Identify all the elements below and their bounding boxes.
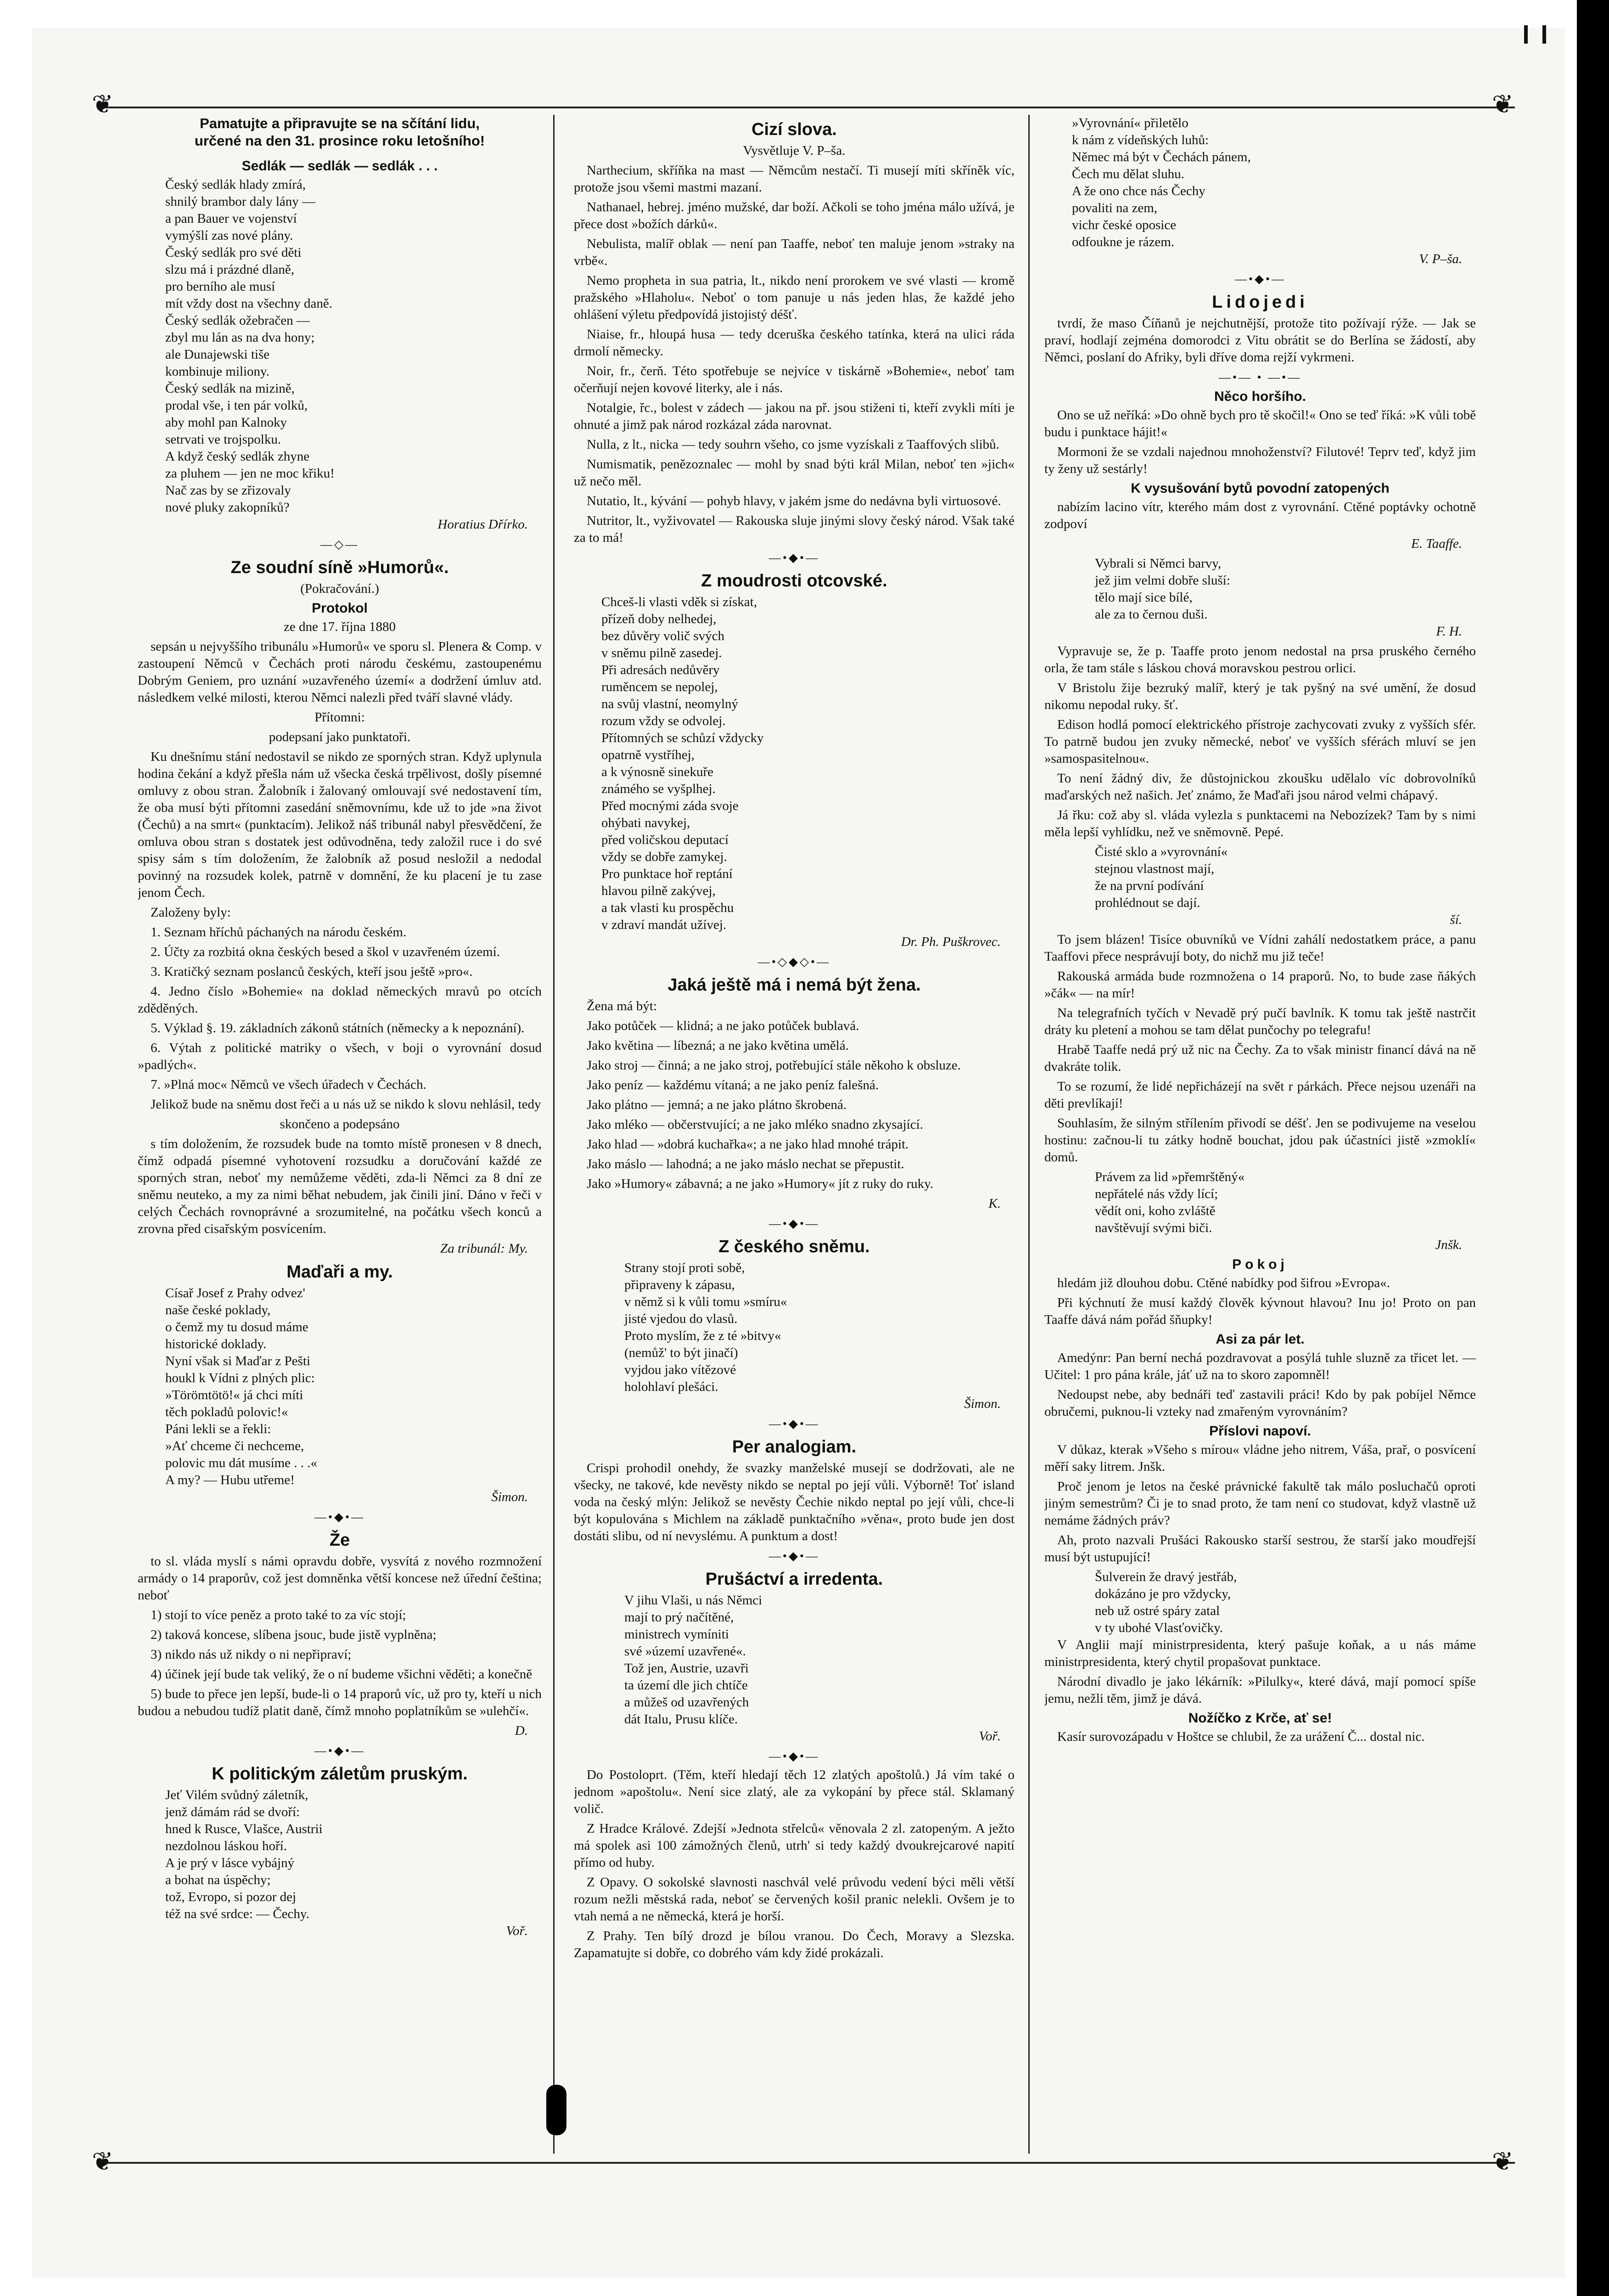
list-item: Jako peníz — každému vítaná; a ne jako peníz falešná.	[587, 1078, 879, 1092]
list-item: 5. Výklad §. 19. základních zákonů státních (německy a k nepoznání).	[151, 1021, 525, 1035]
paragraph: s tím doložením, že rozsudek bude na tomto místě pronesen v 8 dnech, čímž odpadá písemné vyhotovení rozsudku a doručování každé ze sporných stran, neboť my nemůžeme věděti, zda-li Němci za 8 dní ze sněmu neuteko, a my za nimi běhat nebudem, jak činili jiní. Dáno v řeči v celých Čechách rovnoprávné a srozumitelné, na počátku všech konců a zrovna před cisařským posvícením.	[138, 1137, 542, 1236]
list-item: 4) účinek její bude tak veliký, že o ní budeme všichni věděti; a konečně	[151, 1667, 533, 1682]
divider-ornament: —◇—	[320, 538, 359, 551]
paragraph: Z Prahy. Ten bílý drozd je bílou vranou. Do Čech, Moravy a Slezska. Zapamatujte si dobře, co dobrého vám kdy židé prokázali.	[574, 1929, 1015, 1960]
signature: E. Taaffe.	[1411, 536, 1462, 551]
subtitle: (Pokračování.)	[300, 581, 379, 596]
list-item: Jako máslo — lahodná; a ne jako máslo nechat se přepustit.	[587, 1157, 904, 1171]
paragraph: To není žádný div, že důstojnickou zkoušku udělalo víc dobrovolníků maďarských než našich. Jeť známo, že Maďaři jsou národ velmi chápavý.	[1044, 771, 1476, 803]
paragraph: Jelikož bude na sněmu dost řeči a u nás už se nikdo k slovu nehlásil, tedy	[151, 1097, 541, 1112]
divider-ornament: —•◆•—	[768, 1750, 820, 1763]
section-title: Nožíčko z Krče, ať se!	[1188, 1711, 1332, 1726]
paragraph: Vypravuje se, že p. Taaffe proto jenom nedostal na prsa pruského černého orla, že tam stále s láskou chová moravskou pestrou orlici.	[1044, 644, 1476, 675]
paragraph: Noir, fr., čerň. Této spotřebuje se nejvíce v tiskárně »Bohemie«, neboť tam očerňují nejen kovové literky, ale i nás.	[574, 364, 1015, 395]
signature: Horatius Dřírko.	[437, 517, 528, 532]
column-divider	[553, 115, 555, 2154]
poem: Šulverein že dravý jestřáb, dokázáno je pro vždycky, neb už ostré spáry zatal v ty ubohé Vlasťovičky.	[1095, 1570, 1237, 1635]
signature: ší.	[1450, 912, 1462, 927]
ink-blot	[546, 2085, 566, 2135]
column-middle	[574, 115, 1015, 2154]
article-title: K politickým záletům pruským.	[212, 1764, 468, 1784]
paragraph: Nebulista, malíř oblak — není pan Taaffe, neboť ten maluje jenom »straky na vrbě«.	[574, 236, 1015, 268]
divider-ornament: —•◆•—	[1234, 272, 1286, 286]
column-right	[1044, 115, 1476, 2154]
paragraph: Souhlasím, že silným střílením přivodí se déšť. Jen se podivujeme na veselou hostinu: začnou-li tu zátky hodně bouchat, jdou pak účastníci jistě »zmoklí« domů.	[1044, 1116, 1476, 1165]
paragraph: podepsaní jako punktatoři.	[269, 730, 411, 744]
divider-ornament: —•— • —•—	[1218, 371, 1302, 384]
paragraph: Nutritor, lt., vyživovatel — Rakouska sluje jinými slovy český národ. Však také za to má!	[574, 513, 1015, 545]
paragraph: Nutatio, lt., kývání — pohyb hlavy, v jakém jsme do nedávna byli virtuosové.	[587, 494, 1001, 508]
paragraph: Já řku: což aby sl. vláda vylezla s punktacemi na Nebozízek? Tam by s nimi měla lepší vyhlídku, než ve sněmovně. Pepé.	[1044, 808, 1476, 839]
signature: Jnšk.	[1435, 1238, 1462, 1252]
paragraph: Nemo propheta in sua patria, lt., nikdo není prorokem ve své vlasti — kromě pražského »Hlaholu«. Neboť o tom panuje u nás jeden hlas, že každé jeho ohlášení výletu předpovídá jistojistý déšť.	[574, 273, 1015, 322]
paragraph: V Anglii mají ministrpresidenta, který pašuje koňak, a u nás máme ministrpresidenta, který chytil propašovat punktace.	[1044, 1638, 1476, 1669]
divider-ornament: —•◆•—	[768, 1217, 820, 1230]
list-item: 3. Kratičký seznam poslanců českých, kteří jsou ještě »pro«.	[151, 964, 473, 979]
list-item: Jako stroj — činná; a ne jako stroj, potřebující stále někoho k obsluze.	[587, 1058, 961, 1073]
paragraph: tvrdí, že maso Číňanů je nejchutnější, protože tito požívají rýže. — Jak se praví, hodlají zejména domorodci z Vitu obrátit se do Berlína se žádostí, aby Němci, poslaní do Afriky, byli dříve doma rejží vykrmeni.	[1044, 316, 1476, 365]
signature: Voř.	[506, 1924, 528, 1938]
poem: »Vyrovnání« přiletělo k nám z vídeňských luhů: Němec má být v Čechách pánem, Čech mu dělat sluhu. A že ono chce nás Čechy povaliti na zem, vichr české oposice odfoukne je rázem.	[1072, 116, 1251, 249]
paragraph: Edison hodlá pomocí elektrického přístroje zachycovati zvuky z vyšších sfér. To patrně budou jen zvuky německé, neboť ve vyšších sférách mluví se jen »samospasitelnou«.	[1044, 717, 1476, 766]
corner-ornament-icon: ❦	[92, 90, 113, 119]
paragraph: Mormoni že se vzdali najednou mnohoženství? Filutové! Teprv teď, když jim ty ženy už sestárly!	[1044, 445, 1476, 476]
article-title: Cizí slova.	[751, 120, 837, 139]
signature: F. H.	[1436, 624, 1462, 639]
list-item: Jako květina — líbezná; a ne jako květina umělá.	[587, 1038, 849, 1053]
section-title: Asi za pár let.	[1216, 1332, 1305, 1347]
section-title: K vysušování bytů povodní zatopených	[1131, 481, 1390, 496]
paragraph: Nathanael, hebrej. jméno mužské, dar boží. Ačkoli se toho jména málo užívá, je přece dost »božích dárků«.	[574, 200, 1015, 231]
paragraph: V Bristolu žije bezruký malíř, který je tak pyšný na své umění, že dosud nikomu nepodal ruky. šť.	[1044, 681, 1476, 712]
divider-ornament: —•◆•—	[314, 1510, 365, 1524]
paragraph: Na telegrafních tyčích v Nevadě prý pučí bavlník. K tomu tak ještě nastrčit dráty ku pletení a mohou se tam dělat punčochy po telegrafu!	[1044, 1006, 1476, 1037]
article-title: Prušáctví a irredenta.	[705, 1570, 883, 1589]
paragraph: Hrabě Taaffe nedá prý už nic na Čechy. Za to však ministr financí dává na ně dvakráte tolik.	[1044, 1042, 1476, 1074]
divider-ornament: —•◇◆◇•—	[757, 955, 831, 968]
list-item: 7. »Plná moc« Němců ve všech úřadech v Čechách.	[151, 1077, 426, 1092]
signature: Voř.	[979, 1729, 1001, 1744]
date-line: ze dne 17. října 1880	[283, 619, 396, 634]
registration-mark	[1542, 25, 1546, 44]
paragraph: Nedoupst nebe, aby bednáři teď zastavili práci! Kdo by pak pobíjel Němce obručemi, puknou-li vzteky nad zmařeným vyrovnáním?	[1044, 1387, 1476, 1419]
paragraph: nabízím lacino vítr, kterého mám dost z vyrovnání. Ctěné poptávky ochotně zodpoví	[1044, 500, 1476, 531]
poem: Čisté sklo a »vyrovnání« stejnou vlastnost mají, že na první podívání prohlédnout se dají.	[1095, 844, 1228, 910]
paragraph: Žena má být:	[587, 999, 657, 1013]
list-item: 5) bude to přece jen lepší, bude-li o 14 praporů víc, už pro ty, kteří u nich budou a nebudou tudíž platit daně, čímž mnoho poplatníkům se »ulehčí«.	[138, 1687, 542, 1718]
paragraph: Crispi prohodil onehdy, že svazky manželské musejí se dodržovati, ale ne všecky, ne takové, kde nevěsty nikdo se neptal po její vůli. Výborně! Toť island voda na český mlýn: Jelikož se nevěsty Čechie nikdo neptal po její vůli, chce-li být kopulována s Michlem na základě punktačního »věna«, proto bude jen dost dostáti slibu, od ní nevyslému. A punktum a dost!	[574, 1461, 1015, 1543]
signature: Šimon.	[964, 1396, 1001, 1411]
signature: V. P–ša.	[1419, 252, 1462, 266]
paragraph: Kasír surovozápadu v Hoštce se chlubil, že za urážení Č... dostal nic.	[1057, 1729, 1425, 1744]
paragraph: Amedýnr: Pan berní nechá pozdravovat a posýlá tuhle sluzně za třicet let. — Učitel: 1 pro pána krále, jáť už na to skoro zapomněl!	[1044, 1351, 1476, 1382]
poem: Jeť Vilém svůdný záletník, jenž dámám rád se dvoří: hned k Rusce, Vlašce, Austrii nezdolnou láskou hoří. A je prý v lásce vybájný a bohat na úspěchy; tož, Evropo, si pozor dej též na své srdce: — Čechy.	[165, 1788, 323, 1921]
list-item: 6. Výtah z politické matriky o všech, v boji o vyrovnání dosud »padlých«.	[138, 1041, 542, 1072]
list-item: Jako mléko — občerstvující; a ne jako mléko snadno zkysající.	[587, 1117, 923, 1132]
list-item: Jako potůček — klidná; a ne jako potůček bublavá.	[587, 1019, 859, 1033]
signature: D.	[515, 1723, 528, 1738]
paragraph: Niaise, fr., hloupá husa — tedy dceruška českého tatínka, která na ulici ráda drmolí německy.	[574, 327, 1015, 359]
column-left	[138, 115, 542, 2154]
scan-border-strip	[1577, 0, 1609, 2296]
paragraph: Do Postoloprt. (Těm, kteří hledají těch 12 zlatých apoštolů.) Já vím také o jednom »apoštolu«. Není sice zlatý, ale za vykopání by přece stál. Sklamaný volič.	[574, 1767, 1015, 1816]
registration-mark	[1524, 25, 1528, 44]
paragraph: to sl. vláda myslí s námi opravdu dobře, vysvítá z nového rozmnožení armády o 14 praporův, což jest domněnka větší koncese než úřední čeština; neboť	[138, 1554, 542, 1603]
paragraph: Národní divadlo je jako lékárník: »Pilulky«, které dává, mají pomocí spíše jemu, nežli těm, jimž je dává.	[1044, 1674, 1476, 1706]
signature: Šimon.	[491, 1490, 528, 1504]
paragraph: Z Opavy. O sokolské slavnosti naschvál velé průvodu vedení býci měli větší rozum nežli městská rada, neboť se červených košil pranic nelekli. Ovšem je to vtah nemá a ne německá, která je horší.	[574, 1875, 1015, 1924]
list-item: 1) stojí to více peněz a proto také to za víc stojí;	[151, 1608, 406, 1622]
poem: Chceš-li vlasti vděk si získat, přízeň doby nelhedej, bez důvěry volič svých v sněmu pilně zasedej. Při adresách nedůvěry ruměncem se nepolej, na svůj vlastní, neomylný rozum vždy se odvolej. Přítomných se schůzí vždycky opatrně vystříhej, a k výnosně sinekuře známého se vyšplhej. Před mocnými záda svoje ohýbati navykej, před voličskou deputací vždy se dobře zamykej. Pro punktace hoř reptání hlavou pilně zakývej, a tak vlasti ku prospěchu v zdraví mandát užívej.	[601, 595, 764, 932]
paragraph: To jsem blázen! Tisíce obuvníků ve Vídni zahálí nedostatkem práce, a panu Taaffovi přece nesprávují boty, do nichž mu již teče!	[1044, 932, 1476, 964]
article-title: Sedlák — sedlák — sedlák . . .	[241, 158, 438, 174]
list-item: 4. Jedno číslo »Bohemie« na doklad německých mravů po otcích zděděných.	[138, 984, 542, 1016]
article-title: Lidojedi	[1212, 293, 1308, 312]
divider-ornament: —•◆•—	[768, 551, 820, 564]
article-title: Maďaři a my.	[286, 1262, 393, 1282]
divider-ornament: —•◆•—	[768, 1417, 820, 1430]
paragraph: Narthecium, skříňka na mast — Němcům nestačí. Ti musejí míti skříněk víc, protože jsou všemi mastmi mazaní.	[574, 163, 1015, 195]
paragraph: Nulla, z lt., nicka — tedy souhrn všeho, co jsme vyzískali z Taaffových slibů.	[587, 437, 999, 452]
poem: Právem za lid »přemrštěný« nepřátelé nás vždy lící; vědít oni, koho zvláště navštěvují svými biči.	[1095, 1170, 1245, 1235]
article-title: Že	[329, 1531, 350, 1550]
list-item: Jako »Humory« zábavná; a ne jako »Humory« jít z ruky do ruky.	[587, 1176, 934, 1191]
poem: Císař Josef z Prahy odvez' naše české poklady, o čemž my tu dosud máme historické doklady. Nyní však si Maďar z Pešti houkl k Vídni z plných plic: »Törömtötö!« já chci míti těch pokladů polovic!« Páni lekli se a řekli: »Ať chceme či nechceme, polovic mu dát musíme . . .« A my? — Hubu utřeme!	[165, 1286, 318, 1487]
top-rule	[106, 107, 1515, 108]
paragraph: V důkaz, kterak »Všeho s mírou« vládne jeho nitrem, Váša, prař, o posvícení měří saky litrem. Jnšk.	[1044, 1442, 1476, 1474]
subtitle: Vysvětluje V. P–ša.	[743, 143, 846, 158]
poem: Strany stojí proti sobě, připraveny k zápasu, v němž si k vůli tomu »smíru« jisté vjedou do vlasů. Proto myslím, že z té »bitvy« (nemůž' to být jinačí) vyjdou jako vítězové holohlaví plešáci.	[624, 1261, 787, 1394]
paragraph: sepsán u nejvyššího tribunálu »Humorů« ve sporu sl. Plenera & Comp. v zastoupení Němců v Čechách proti národu českému, zastoupenému Dobrým Geniem, pro uznání »uzavřeného území« a dodržení úmluv atd. následkem velké milosti, kterou Němci nalezli před tváří slavné vlády.	[138, 639, 542, 705]
paragraph: Notalgie, řc., bolest v zádech — jakou na př. jsou stiženi ti, kteří zvykli míti je ohnuté a jimž pak národ rozkázal záda narovnat.	[574, 400, 1015, 432]
poem: Vybrali si Němci barvy, jež jim velmi dobře sluší: tělo mají sice bílé, ale za to černou duši.	[1095, 556, 1230, 622]
list-item: 1. Seznam hříchů páchaných na národu českém.	[151, 925, 407, 940]
article-title: Ze soudní síně »Humorů«.	[230, 558, 449, 577]
paragraph: Z Hradce Králové. Zdejší »Jednota střelců« věnovala 2 zl. zatopeným. A ježto má spolek asi 100 zámožných členů, utrh' si tedy každý dvoukrejcarové napití přímo od huby.	[574, 1821, 1015, 1870]
signature: Dr. Ph. Puškrovec.	[901, 934, 1001, 949]
paragraph: Ku dnešnímu stání nedostavil se nikdo ze sporných stran. Když uplynula hodina čekání a když přešla nám už všecka česká trpělivost, došly písemné omluvy z obou stran. Žalobník i žalovaný omlouvají své nedostavení tím, že oba musí býti přítomni zasedání sněmovnímu, kde už to jde »na život (Čechů) a na smrt« (punktacím). Jelikož náš tribunál nabyl přesvědčení, že omluva obou stran s dostatek jest odůvodněna, tedy založil ruce i do své spisy sám s tím doložením, že žalobník až posud nesložil a nedodal povinný na rozsudek kolek, patrně v domnění, že ku placení je tu zase jenom Čech.	[138, 749, 542, 900]
section-title: Pokoj	[1232, 1257, 1288, 1272]
divider-ornament: —•◆•—	[768, 1549, 820, 1563]
list-item: 3) nikdo nás už nikdy o ni nepřipraví;	[151, 1647, 352, 1662]
article-title: Jaká ještě má i nemá být žena.	[667, 975, 921, 995]
poem: Český sedlák hlady zmírá, shnilý brambor daly lány — a pan Bauer ve vojenství vymýšlí zas nové plány. Český sedlák pro své děti slzu má i prázdné dlaně, pro berního ale musí mít vždy dost na všechny daně. Český sedlák ožebračen — zbyl mu lán as na dva hony; ale Dunajewski tiše kombinuje miliony. Český sedlák na mizině, prodal vše, i ten pár volků, aby mohl pan Kalnoky setrvati ve trojspolku. A když český sedlák zhyne za pluhem — jen ne moc křiku! Nač zas by se zřizovaly nové pluky zakopníků?	[165, 177, 335, 515]
section-title: Příslovi napoví.	[1209, 1424, 1311, 1439]
poem: V jihu Vlaši, u nás Němci mají to prý načítěné, ministrech vymíniti své »území uzavřené«. Tož jen, Austrie, uzavři ta území dle jich chtíče a můžeš od uzavřených dát Italu, Prusu klíče.	[624, 1593, 762, 1727]
list-item: 2. Účty za rozbitá okna českých besed a škol v uzavřeném území.	[151, 945, 500, 959]
signature: K.	[988, 1196, 1001, 1211]
paragraph: Proč jenom je letos na české právnické fakultě tak málo posluchačů oproti jiným semestrům? Či je to snad proto, že tam není co studovat, když vlastně už nemáme žádných práv?	[1044, 1479, 1476, 1528]
list-item: Jako hlad — »dobrá kuchařka«; a ne jako hlad mnohé trápit.	[587, 1137, 909, 1152]
article-title: Z moudrosti otcovské.	[701, 571, 887, 591]
corner-ornament-icon: ❦	[1492, 90, 1514, 119]
paragraph: Přítomni:	[314, 710, 365, 725]
column-divider	[1028, 115, 1030, 2154]
paragraph: Při kýchnutí že musí každý člověk kývnout hlavou? Inu jo! Proto on pan Taaffe dává nám pořád šňupky!	[1044, 1295, 1476, 1327]
article-title: Z českého sněmu.	[718, 1237, 870, 1256]
divider-ornament: —•◆•—	[314, 1744, 365, 1757]
paragraph: Založeny byly:	[151, 905, 231, 920]
signature: Za tribunál: My.	[440, 1241, 528, 1256]
section-title: Něco horšího.	[1214, 389, 1306, 404]
article-title: Per analogiam.	[732, 1437, 857, 1457]
lead-notice: Pamatujte a připravujte se na sčítání lidu, určené na den 31. prosince roku letošního!	[194, 115, 485, 149]
paragraph: Rakouská armáda bude rozmnožena o 14 praporů. No, to bude zase ňákých »čák« — na mír!	[1044, 969, 1476, 1001]
corner-ornament-icon: ❦	[92, 2147, 113, 2177]
corner-ornament-icon: ❦	[1492, 2147, 1514, 2177]
section-title: Protokol	[312, 601, 368, 616]
paragraph: hledám již dlouhou dobu. Ctěné nabídky pod šifrou »Evropa«.	[1057, 1276, 1390, 1290]
paragraph: skončeno a podepsáno	[280, 1117, 400, 1131]
paragraph: Ah, proto nazvali Prušáci Rakousko starší sestrou, že starší jako moudřejší musí být ustupující!	[1044, 1533, 1476, 1564]
list-item: 2) taková koncese, slíbena jsouc, bude jistě vyplněna;	[151, 1627, 437, 1642]
paragraph: To se rozumí, že lidé nepřicházejí na svět r párkách. Přece nejsou uzenáři na děti prevlíkají!	[1044, 1079, 1476, 1111]
list-item: Jako plátno — jemná; a ne jako plátno škrobená.	[587, 1097, 847, 1112]
paragraph: Numismatik, penězoznalec — mohl by snad býti král Milan, neboť ten »jich« už nečo měl.	[574, 457, 1015, 489]
paragraph: Ono se už neříká: »Do ohně bych pro tě skočil!« Ono se teď říká: »K vůli tobě budu i punktace hájit!«	[1044, 408, 1476, 439]
bottom-rule	[106, 2162, 1515, 2164]
